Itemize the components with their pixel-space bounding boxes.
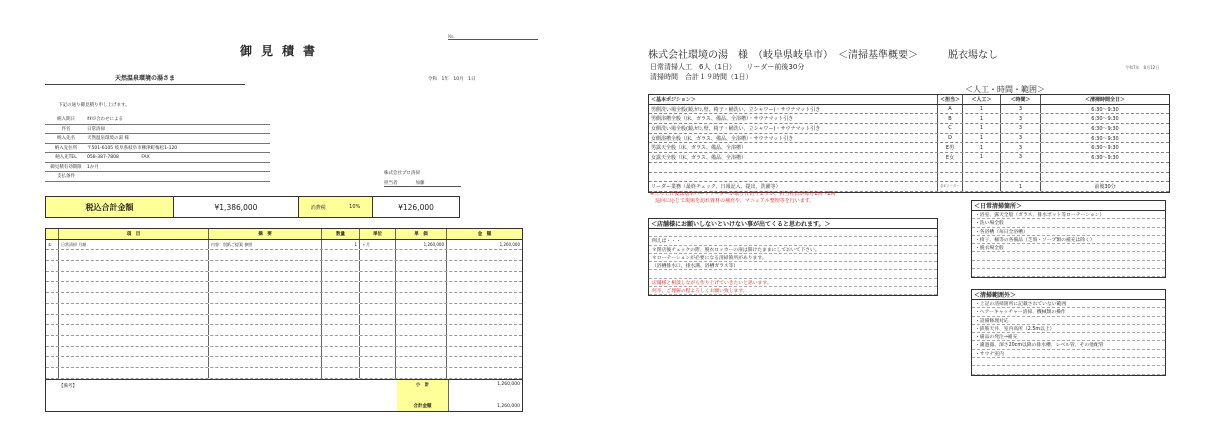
table-cell: 6:30～9:30 [1091,135,1119,142]
info-row [45,153,270,163]
info-label: 御見積有効期限 [50,164,82,170]
table-cell [46,304,59,314]
box-line [972,261,1165,269]
table-cell [322,272,360,282]
info-value: ｶｵｽﾗ合わせによる [87,117,123,123]
box-line: ・上記の清掃箇所に記載されていない範囲 [972,300,1165,308]
table-cell: 3 [1001,143,1041,152]
customer-name: 天然温泉環境の湯さま [45,73,245,85]
table-cell [322,315,360,325]
tax-amount: ¥126,000 [398,202,434,212]
table-cell: 1 [963,153,1001,162]
box-line: ・鉄筋天井、室内高所（2.5m以上） [972,325,1165,333]
table-cell: 1 [1001,182,1041,191]
box-line: （浴槽排水口、排水溝、浴槽ガラス等） [649,262,937,270]
box-line: ・濾過器、深さ20cm以降の排水槽、レベル管、その他配管 [972,341,1165,349]
table-cell: B [938,114,963,123]
table-row [46,240,522,251]
intro-text: 下記の通り御見積り申し上げます。 [58,103,130,108]
table-cell [447,336,522,346]
table-cell: 6:30～9:30 [1091,125,1119,132]
position-row [649,153,1169,163]
table-cell [209,336,322,346]
box-line [972,269,1165,277]
estimate-title: 御見積書 [240,44,325,58]
table-cell [59,336,209,346]
table-cell [59,325,209,335]
table-cell [59,347,209,357]
table-cell [360,336,396,346]
table-cell [209,304,322,314]
table-cell [396,304,447,314]
table-cell [360,347,396,357]
box-line: ・サウナ室内 [972,350,1165,358]
table-cell [46,315,59,325]
column-header: ＜時間＞ [1001,95,1041,104]
table-cell [59,315,209,325]
position-row [649,163,1169,173]
red-note: ※立ち上げ後は基本パートリーダーが取り仕切りますが、担当社員が毎月1回～2回 [650,191,836,197]
table-cell [209,261,322,271]
table-cell [447,304,522,314]
table-cell: 3 [1001,105,1041,114]
table-cell: 女側浴槽全般（床、ガラス、備品、全浴槽）・サウナマット引き [649,134,938,143]
info-label: 納入先TEL [55,155,77,161]
table-cell [447,282,522,292]
column-header: ＜担当＞ [938,95,963,104]
table-cell [46,282,59,292]
table-cell: 1 [963,124,1001,133]
table-cell [938,163,963,172]
info-label: 納入期日 [57,117,75,123]
daily-cleaning-box [971,200,1166,278]
empty-row [46,272,522,283]
box-title: ＜清掃範囲外＞ [972,290,1165,300]
table-cell: 女側洗い場全般(鏡,ｶﾗﾝ,壁、椅子・桶洗い、立シャワー)・サウナマット引き [649,124,938,133]
table-cell [396,357,447,367]
table-cell [360,261,396,271]
table-cell [360,368,396,378]
subtotal-value: 1,260,000 [497,381,520,387]
table-cell [396,325,447,335]
table-cell: 1 [322,240,360,250]
table-cell [59,304,209,314]
info-value: 1か月 [87,164,99,170]
document-number: No. [448,34,538,40]
box-title: ＜店舗様にお願いしないといけない事が出てくると思われます。＞ [649,219,937,229]
empty-row [46,282,522,293]
table-cell [360,250,396,260]
table-cell [396,315,447,325]
table-cell [209,250,322,260]
table-cell [360,315,396,325]
table-cell [59,250,209,260]
company-name: 株式会社プロ清掃 [384,171,420,176]
person-label: 担当者 [384,181,398,186]
box-line: ・浴室、露天全般（ガラス、排水ポット等ローテーション） [972,211,1165,219]
box-line [649,229,937,237]
empty-row [46,357,522,368]
person-in-charge [384,180,461,187]
table-cell [46,261,59,271]
estimate-table [45,228,523,412]
table-cell [46,336,59,346]
table-cell: 男側洗い場全般(鏡,ｶﾗﾝ,壁、椅子・桶洗い、立シャワー)・サウナマット引き [649,105,938,114]
box-line [649,270,937,278]
table-cell [59,272,209,282]
empty-row [46,347,522,358]
box-line: ・椅子、桶等の各備品（芝殻・ソープ類の補充は除く） [972,236,1165,244]
table-cell [447,357,522,367]
table-cell [447,347,522,357]
position-row [649,173,1169,183]
table-cell [396,272,447,282]
table-cell: A [938,105,963,114]
table-cell [46,250,59,260]
table-cell [209,282,322,292]
info-value: 日常清掃 [87,126,105,132]
table-cell [1001,163,1041,172]
table-cell: D [938,134,963,143]
table-cell [322,325,360,335]
table-cell: E男 [938,143,963,152]
table-cell [1001,173,1041,182]
table-cell: 男露天全般（床、ガラス、備品、全浴槽） [649,143,938,152]
out-of-scope-box [971,289,1166,376]
box-line [972,252,1165,260]
box-line: ・設備修理対応 [972,317,1165,325]
table-cell: 1 [963,105,1001,114]
table-cell: 女露天全般（床、ガラス、備品、全浴槽） [649,153,938,162]
position-header [649,95,1169,105]
staff-line: 日常清掃人工 6人（1日） リーダー前後30分 [650,63,805,71]
table-cell [396,347,447,357]
table-cell [322,282,360,292]
box-line: ＊ローテーションが必要になる清掃箇所があります。 [649,254,937,262]
box-line: ・洗い場全般 [972,219,1165,227]
empty-row [46,368,522,379]
empty-row [46,304,522,315]
table-cell: 各Eリーダー [938,182,963,191]
empty-row [46,261,522,272]
box-line: ・脱衣場全般 [972,244,1165,252]
total-labels [397,380,448,411]
table-cell [209,315,322,325]
table-cell [59,282,209,292]
column-header: 単位 [360,229,396,239]
table-cell: 6:30～9:30 [1091,145,1119,152]
position-row [649,143,1169,153]
empty-row [46,250,522,261]
table-cell [322,293,360,303]
grand-total-label: 合計金額 [413,403,432,409]
table-cell: 6:30～9:30 [1091,106,1119,113]
table-cell [46,272,59,282]
info-row [45,125,270,135]
position-row [649,124,1169,134]
table-cell [46,325,59,335]
table-cell [447,315,522,325]
hours-line: 清掃時間 合計１９時間（1日） [650,73,753,81]
table-cell [1041,163,1169,172]
table-cell [360,304,396,314]
position-row [649,114,1169,124]
table-cell: 男側浴槽全般（床、ガラス、備品、全浴槽）・サウナマット引き [649,114,938,123]
box-red-line: 何卒、ご理解の程よろしくお願い致します。 [649,287,937,295]
info-label: 納入先住所 [54,145,78,151]
table-cell [396,282,447,292]
table-cell [322,261,360,271]
table-cell: 1 [963,143,1001,152]
info-row [45,144,270,154]
table-cell [447,272,522,282]
info-row [45,134,270,144]
info-label: 件名 [61,126,71,132]
column-header: ＜基本ポジション＞ [649,95,938,104]
tax-label: 消費税 [310,204,326,211]
standard-title: 株式会社環境の湯 様 （岐阜県岐阜市） ＜清掃基準概要＞ 脱衣場なし [648,50,998,61]
box-red-line: 店舗様と相談しながら作り上げていきたいと思います。 [649,279,937,287]
table-cell: リーダー業務（最終チェック、日報記入、提出、洗濯等） [649,182,938,191]
table-cell [447,368,522,378]
info-value: 〒501-6105 岐阜県岐阜市柳津町梅松1-120 [87,145,178,151]
box-line [972,366,1165,374]
table-cell [46,368,59,378]
table-cell [360,282,396,292]
empty-row [46,325,522,336]
column-header [46,229,59,239]
table-cell [322,250,360,260]
subtotal-label: 小 計 [415,382,430,388]
table-cell: 1,260,000 [396,240,447,250]
table-cell [963,173,1001,182]
table-cell [396,368,447,378]
table-cell [963,163,1001,172]
table-cell [649,173,938,182]
total-values [448,380,522,411]
table-cell: 3 [1001,134,1041,143]
table-cell: 前後30分 [1094,184,1116,191]
column-header: 摘 要 [209,229,322,239]
red-note: 巡回に応じて現場を訪れ資材の補充や、マニュアル整理等を行います。 [650,198,815,204]
table-cell: 3 [1001,124,1041,133]
table-cell [46,357,59,367]
total-amount: ¥1,386,000 [174,197,299,217]
column-header: 単 価 [396,229,447,239]
empty-row [46,315,522,326]
table-cell [209,368,322,378]
position-row [649,105,1169,115]
table-cell [59,357,209,367]
table-cell [59,368,209,378]
box-line: ・備品の発注→補充 [972,333,1165,341]
table-cell [447,293,522,303]
column-header: 金 額 [477,231,492,237]
table-cell [396,336,447,346]
empty-row [46,336,522,347]
box-line: 例えば・・・ [649,237,937,245]
box-line [972,358,1165,366]
table-cell: 1,260,000 [499,242,520,248]
tax-label-cell [299,197,373,217]
info-row [45,115,270,125]
table-cell: E女 [938,153,963,162]
table-cell: 3 [1001,114,1041,123]
standard-date: 令和7年 8月12日 [1125,65,1160,70]
total-box [45,196,460,218]
table-cell [360,293,396,303]
table-cell: 1 [963,134,1001,143]
info-row [45,172,270,182]
estimate-date: 令和 1年 10月 1日 [428,77,476,82]
table-cell [396,293,447,303]
table-cell [938,173,963,182]
table-cell [649,163,938,172]
box-line: ＊閉店後チェックの際、脱衣ロッカーの扉は開けたままにしておいて下さい。 [649,246,937,254]
table-cell [963,182,1001,191]
request-box [648,218,938,296]
table-cell: 日常清掃 月額 [59,240,209,250]
table-cell: 1 [963,114,1001,123]
table-cell: ヶ月 [360,240,396,250]
table-footer [46,379,522,411]
table-cell [59,261,209,271]
remarks-label: 【備考】 [59,383,77,389]
empty-row [46,293,522,304]
column-header: ＜清掃時間全日＞ [1084,96,1125,103]
red-notes [650,191,836,205]
delivery-info [45,115,270,182]
table-cell [322,347,360,357]
column-header: 項 目 [59,229,209,239]
table-cell [209,357,322,367]
info-label: 納入先名 [57,136,75,142]
range-label: ＜人工・時間・範囲＞ [965,85,1045,94]
info-label: 支払条件 [57,174,75,180]
table-cell: 内容：別紙ご提案 参照 [209,240,322,250]
table-cell: 6:30～9:30 [1091,116,1119,123]
table-cell [360,272,396,282]
table-cell [447,250,522,260]
person-name: 加藤 [415,181,425,186]
table-cell: C [938,124,963,133]
table-cell: 3 [1001,153,1041,162]
table-cell [209,347,322,357]
table-cell [59,293,209,303]
box-line: ・各浴槽（毎日全浴槽） [972,228,1165,236]
table-cell [209,325,322,335]
box-title: ＜日常清掃箇所＞ [972,201,1165,211]
table-cell [396,250,447,260]
table-cell [322,336,360,346]
table-cell [447,325,522,335]
table-cell [322,368,360,378]
info-value: 058-387-7808 FAX [87,155,150,161]
position-row [649,134,1169,144]
column-header: ＜人工＞ [963,95,1001,104]
table-cell: ① [46,240,59,250]
grand-total-value: 1,260,000 [497,403,520,409]
column-header: 数量 [322,229,360,239]
table-cell [46,293,59,303]
tax-rate: 10% [349,204,361,210]
table-cell [46,347,59,357]
box-line: ・ヘアーキャッチャー清掃、機械類の操作 [972,308,1165,316]
total-label: 税込合計金額 [46,197,174,217]
table-cell [360,357,396,367]
table-cell [447,261,522,271]
table-cell [322,304,360,314]
table-header [46,229,522,240]
info-row [45,163,270,173]
table-cell [360,325,396,335]
table-cell: 6:30～9:30 [1091,154,1119,161]
table-cell [322,357,360,367]
table-cell [209,293,322,303]
position-table [648,94,1170,193]
info-value: 天然温泉環境の湯 様 [87,136,129,142]
table-cell [1041,173,1169,182]
table-cell [396,261,447,271]
table-cell [209,272,322,282]
